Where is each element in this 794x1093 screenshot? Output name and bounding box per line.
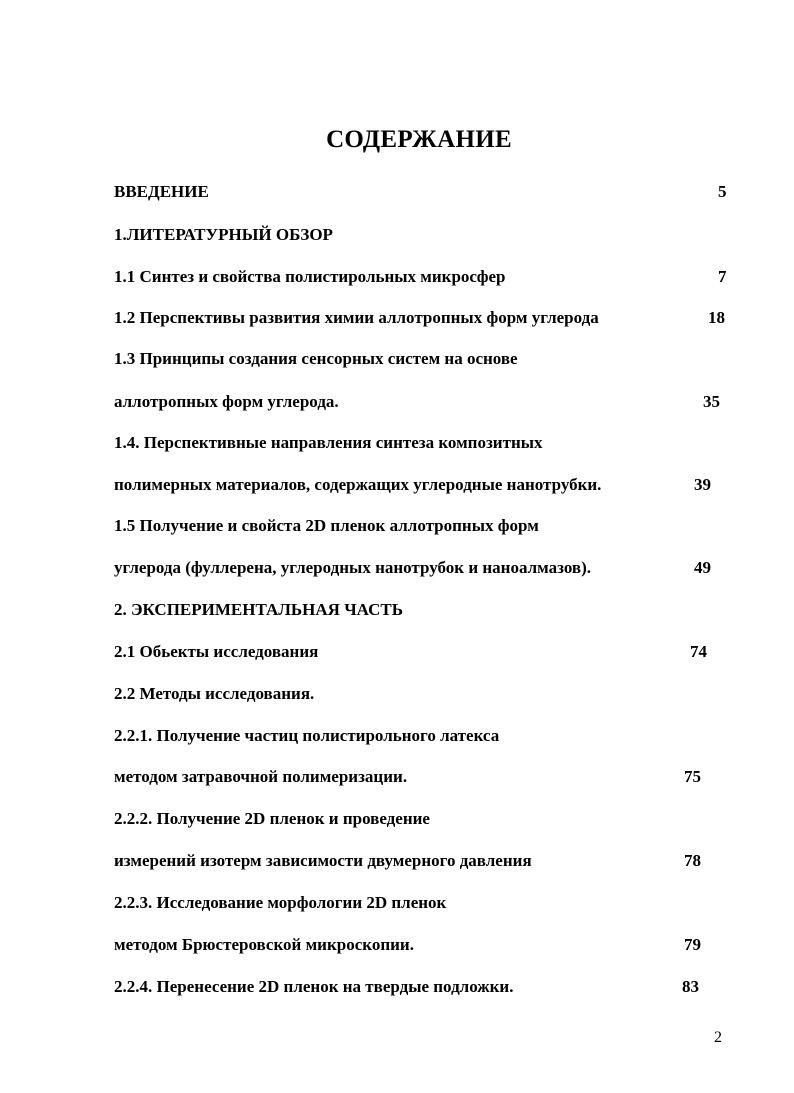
toc-entry-1-1: 1.1 Синтез и свойства полистирольных микросфер <box>114 267 506 286</box>
toc-entry-1-5-continued: углерода (фуллерена, углеродных нанотрубок и наноалмазов). <box>114 558 592 577</box>
page-title: СОДЕРЖАНИЕ <box>326 126 512 153</box>
toc-page-number: 49 <box>694 558 711 577</box>
page-number: 2 <box>714 1029 722 1046</box>
toc-entry-1-3-continued: аллотропных форм углерода. <box>114 392 339 411</box>
toc-page-number: 75 <box>684 767 701 786</box>
toc-page-number: 7 <box>718 267 727 286</box>
toc-page-number: 78 <box>684 851 701 870</box>
toc-entry-2-2-4: 2.2.4. Перенесение 2D пленок на твердые подложки. <box>114 977 514 996</box>
toc-entry-2-2-3-continued: методом Брюстеровской микроскопии. <box>114 935 414 954</box>
toc-page-number: 5 <box>718 182 727 201</box>
toc-entry-chapter-1: 1.ЛИТЕРАТУРНЫЙ ОБЗОР <box>114 225 333 244</box>
toc-page-number: 74 <box>690 642 707 661</box>
toc-entry-1-3: 1.3 Принципы создания сенсорных систем на основе <box>114 349 518 368</box>
toc-entry-chapter-2: 2. ЭКСПЕРИМЕНТАЛЬНАЯ ЧАСТЬ <box>114 600 403 619</box>
toc-entry-1-4: 1.4. Перспективные направления синтеза композитных <box>114 433 543 452</box>
toc-page-number: 83 <box>682 977 699 996</box>
toc-entry-2-2: 2.2 Методы исследования. <box>114 684 315 703</box>
toc-page-number: 79 <box>684 935 701 954</box>
toc-entry-2-2-2: 2.2.2. Получение 2D пленок и проведение <box>114 809 430 828</box>
toc-entry-2-2-3: 2.2.3. Исследование морфологии 2D пленок <box>114 893 447 912</box>
toc-page-number: 39 <box>694 475 711 494</box>
toc-entry-2-1: 2.1 Обьекты исследования <box>114 642 319 661</box>
toc-entry-1-4-continued: полимерных материалов, содержащих углеродные нанотрубки. <box>114 475 602 494</box>
toc-entry-introduction: ВВЕДЕНИЕ <box>114 182 209 201</box>
toc-entry-2-2-2-continued: измерений изотерм зависимости двумерного давления <box>114 851 532 870</box>
toc-entry-2-2-1-continued: методом затравочной полимеризации. <box>114 767 408 786</box>
toc-entry-1-2: 1.2 Перспективы развития химии аллотропных форм углерода <box>114 308 599 327</box>
toc-entry-1-5: 1.5 Получение и свойста 2D пленок аллотропных форм <box>114 516 539 535</box>
toc-entry-2-2-1: 2.2.1. Получение частиц полистирольного латекса <box>114 726 500 745</box>
toc-page-number: 35 <box>703 392 720 411</box>
toc-page-number: 18 <box>708 308 725 327</box>
